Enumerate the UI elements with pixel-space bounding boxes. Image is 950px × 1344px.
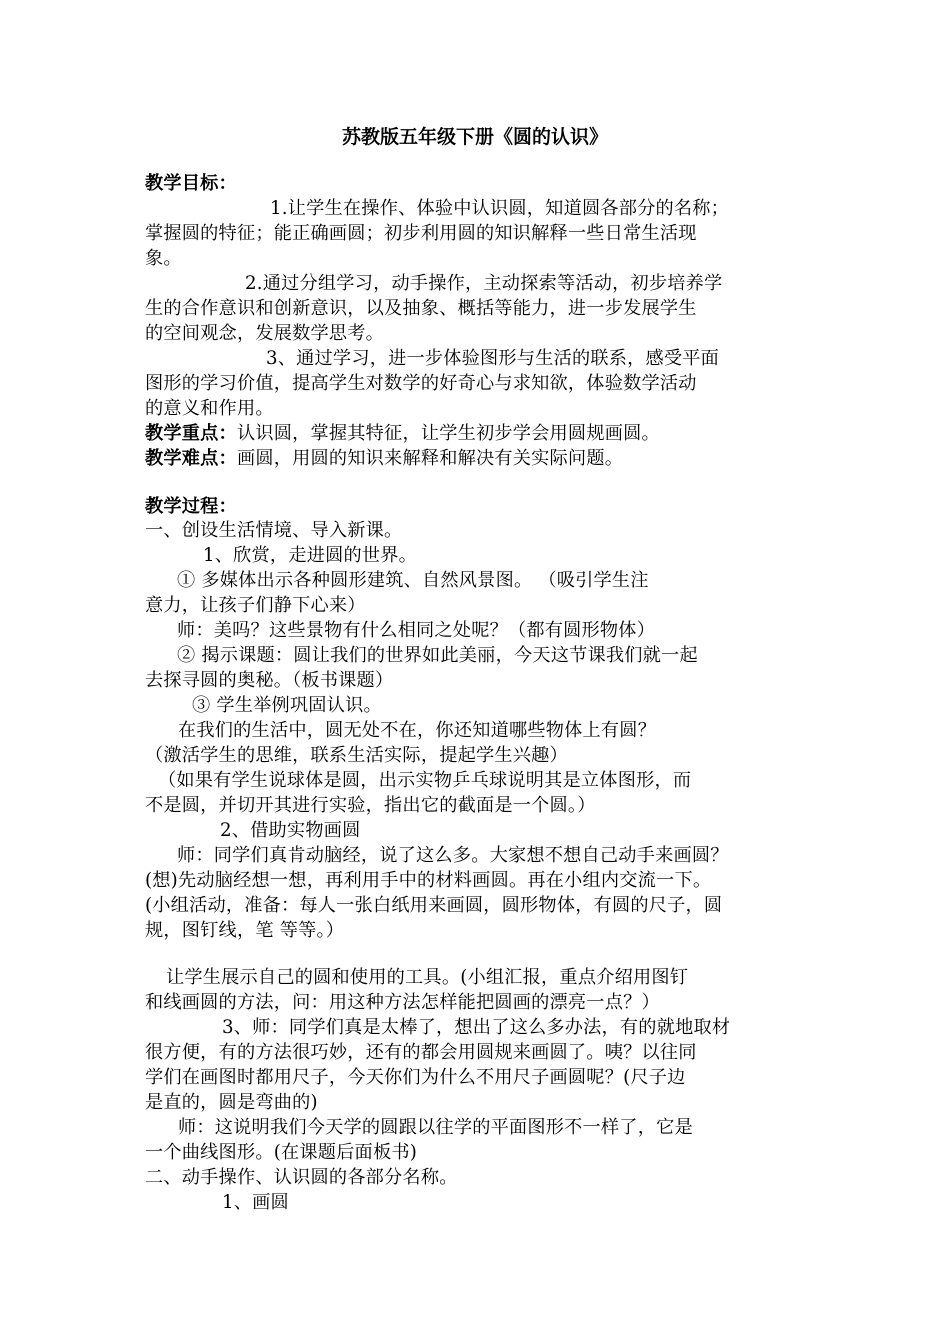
paragraph-line: 是直的，圆是弯曲的) (145, 1092, 318, 1113)
paragraph-line: 师：这说明我们今天学的圆跟以往学的平面图形不一样了，它是 (178, 1117, 693, 1138)
paragraph-line: 3、通过学习，进一步体验图形与生活的联系，感受平面 (266, 348, 720, 369)
paragraph-line: (小组活动，准备：每人一张白纸用来画圆，圆形物体，有圆的尺子，圆 (145, 895, 723, 916)
paragraph-line: ③ 学生举例巩固认识。 (192, 695, 382, 716)
paragraph-line: 在我们的生活中，圆无处不在，你还知道哪些物体上有圆？ (178, 720, 657, 741)
paragraph-line: 学们在画图时都用尺子，今天你们为什么不用尺子画圆呢？(尺子边 (145, 1067, 686, 1088)
paragraph-line: 很方便，有的方法很巧妙，还有的都会用圆规来画圆了。咦？以往同 (145, 1042, 697, 1063)
paragraph-line: 1、欣赏，走进圆的世界。 (203, 545, 418, 566)
paragraph-line: 2、借助实物画圆 (220, 820, 361, 841)
difficulty-text: 画圆，用圆的知识来解释和解决有关实际问题。 (236, 448, 624, 469)
paragraph-line: 生的合作意识和创新意识，以及抽象、概括等能力，进一步发展学生 (145, 298, 697, 319)
paragraph-line: 意力，让孩子们静下心来） (145, 595, 366, 616)
difficulty-label: 教学难点： (145, 448, 237, 469)
paragraph-line: （激活学生的思维，联系生活实际，提起学生兴趣） (145, 745, 568, 766)
paragraph-line: 师：同学们真肯动脑经，说了这么多。大家想不想自己动手来画圆？ (177, 845, 729, 866)
paragraph-line: 去探寻圆的奥秘。（板书课题） (145, 670, 394, 691)
paragraph-line: 和线画圆的方法，问：用这种方法怎样能把圆画的漂亮一点？） (145, 992, 660, 1013)
key-point-line (145, 422, 660, 446)
section-heading: 一、创设生活情境、导入新课。 (145, 520, 403, 541)
paragraph-line: 让学生展示自己的圆和使用的工具。(小组汇报，重点介绍用图钉 (166, 967, 689, 988)
paragraph-line: 不是圆，并切开其进行实验，指出它的截面是一个圆。） (145, 795, 596, 816)
paragraph-line: (想)先动脑经想一想，再利用手中的材料画圆。再在小组内交流一下。 (145, 870, 712, 891)
paragraph-line: 图形的学习价值，提高学生对数学的好奇心与求知欲，体验数学活动 (145, 373, 697, 394)
paragraph-line: 2.通过分组学习，动手操作，主动探索等活动，初步培养学 (245, 273, 723, 294)
section-heading: 二、动手操作、认识圆的各部分名称。 (145, 1167, 458, 1188)
paragraph-line: 的空间观念，发展数学思考。 (145, 323, 385, 344)
key-point-label: 教学重点： (145, 423, 237, 444)
objectives-heading: 教学目标： (145, 173, 237, 194)
paragraph-line: 掌握圆的特征；能正确画圆；初步利用圆的知识解释一些日常生活现 (145, 223, 697, 244)
paragraph-line: 规，图钉线，笔 等等。） (145, 920, 345, 941)
document-title: 苏教版五年级下册《圆的认识》 (341, 126, 608, 148)
difficulty-line (145, 447, 623, 471)
paragraph-line: 3、师：同学们真是太棒了，想出了这么多办法，有的就地取材 (222, 1017, 731, 1038)
process-heading: 教学过程： (145, 496, 237, 517)
paragraph-line: ② 揭示课题：圆让我们的世界如此美丽，今天这节课我们就一起 (177, 645, 698, 666)
paragraph-line: （如果有学生说球体是圆，出示实物乒乓球说明其是立体图形，而 (158, 770, 692, 791)
key-point-text: 认识圆，掌握其特征，让学生初步学会用圆规画圆。 (236, 423, 660, 444)
paragraph-line: 象。 (145, 248, 182, 269)
paragraph-line: ① 多媒体出示各种圆形建筑、自然风景图。 （吸引学生注 (177, 570, 649, 591)
paragraph-line: 师：美吗？这些景物有什么相同之处呢？（都有圆形物体） (177, 620, 656, 641)
paragraph-line: 1.让学生在操作、体验中认识圆，知道圆各部分的名称； (270, 198, 730, 219)
paragraph-line: 1、画圆 (222, 1192, 289, 1213)
paragraph-line: 的意义和作用。 (145, 398, 274, 419)
paragraph-line: 一个曲线图形。(在课题后面板书) (145, 1142, 418, 1163)
